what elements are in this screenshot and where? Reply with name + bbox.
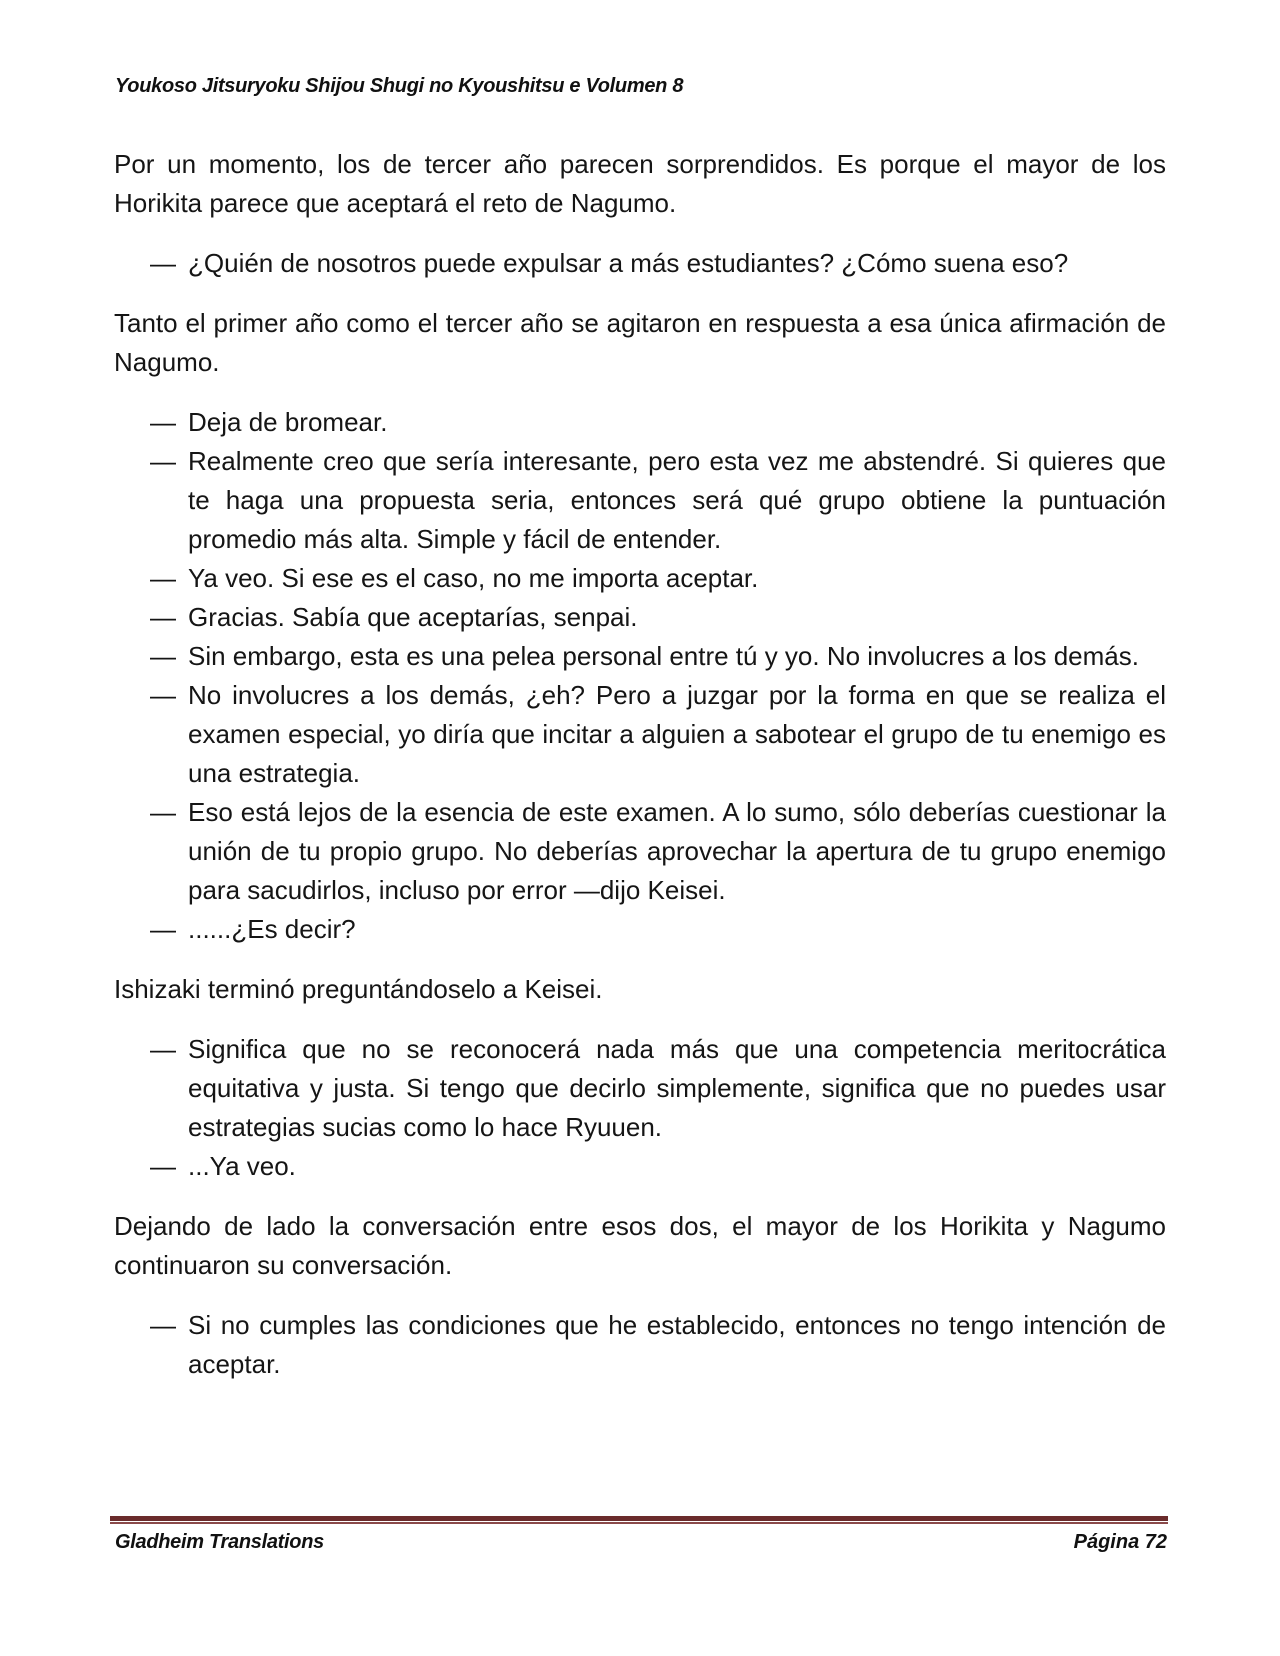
- em-dash-bullet: —: [150, 248, 176, 278]
- dialogue-block: [114, 244, 1166, 283]
- dialogue-block: [114, 1306, 1166, 1384]
- footer-translator-credit: Gladheim Translations: [115, 1531, 324, 1553]
- dialogue-text: Sin embargo, esta es una pelea personal entre tú y yo. No involucres a los demás.: [188, 641, 1139, 671]
- page-body: [114, 145, 1166, 1405]
- dialogue-text: Significa que no se reconocerá nada más que una competencia meritocrática equitativa y justa. Si tengo que decirlo simplemente, significa que no puedes usar estrategias sucias como lo hace Ryuuen.: [188, 1034, 1166, 1142]
- dialogue-text: No involucres a los demás, ¿eh? Pero a juzgar por la forma en que se realiza el examen especial, yo diría que incitar a alguien a sabotear el grupo de tu enemigo es una estrategia.: [188, 680, 1166, 788]
- dialogue-line: [114, 1147, 1166, 1186]
- em-dash-bullet: —: [150, 407, 176, 437]
- dialogue-text: Si no cumples las condiciones que he establecido, entonces no tengo intención de aceptar.: [188, 1310, 1166, 1379]
- em-dash-bullet: —: [150, 563, 176, 593]
- dialogue-text: Ya veo. Si ese es el caso, no me importa aceptar.: [188, 563, 759, 593]
- em-dash-bullet: —: [150, 797, 176, 827]
- em-dash-bullet: —: [150, 1151, 176, 1181]
- dialogue-line: [114, 403, 1166, 442]
- footer-page-number: Página 72: [1073, 1531, 1167, 1553]
- em-dash-bullet: —: [150, 680, 176, 710]
- page-header-title: Youkoso Jitsuryoku Shijou Shugi no Kyoushitsu e Volumen 8: [115, 75, 684, 97]
- em-dash-bullet: —: [150, 641, 176, 671]
- dialogue-line: [114, 793, 1166, 910]
- paragraph: Tanto el primer año como el tercer año se agitaron en respuesta a esa única afirmación de Nagumo.: [114, 308, 1166, 377]
- dialogue-text: ¿Quién de nosotros puede expulsar a más estudiantes? ¿Cómo suena eso?: [188, 248, 1069, 278]
- dialogue-line: [114, 637, 1166, 676]
- paragraph: Por un momento, los de tercer año parecen sorprendidos. Es porque el mayor de los Horikita parece que aceptará el reto de Nagumo.: [114, 149, 1166, 218]
- paragraph: Ishizaki terminó preguntándoselo a Keisei.: [114, 974, 603, 1004]
- dialogue-line: [114, 244, 1166, 283]
- dialogue-text: Eso está lejos de la esencia de este examen. A lo sumo, sólo deberías cuestionar la unión de tu propio grupo. No deberías aprovechar la apertura de tu grupo enemigo para sacudirlos, incluso por error —dijo Keisei.: [188, 797, 1166, 905]
- dialogue-block: [114, 1030, 1166, 1186]
- dialogue-text: ...Ya veo.: [188, 1151, 296, 1181]
- dialogue-block: [114, 403, 1166, 949]
- em-dash-bullet: —: [150, 446, 176, 476]
- dialogue-line: [114, 676, 1166, 793]
- em-dash-bullet: —: [150, 1034, 176, 1064]
- em-dash-bullet: —: [150, 1310, 176, 1340]
- dialogue-text: ......¿Es decir?: [188, 914, 356, 944]
- footer-divider: [110, 1516, 1168, 1525]
- dialogue-line: [114, 442, 1166, 559]
- dialogue-text: Deja de bromear.: [188, 407, 388, 437]
- paragraph: Dejando de lado la conversación entre esos dos, el mayor de los Horikita y Nagumo continuaron su conversación.: [114, 1211, 1166, 1280]
- dialogue-line: [114, 910, 1166, 949]
- dialogue-text: Realmente creo que sería interesante, pero esta vez me abstendré. Si quieres que te haga una propuesta seria, entonces será qué grupo obtiene la puntuación promedio más alta. Simple y fácil de entender.: [188, 446, 1166, 554]
- dialogue-line: [114, 559, 1166, 598]
- em-dash-bullet: —: [150, 602, 176, 632]
- dialogue-text: Gracias. Sabía que aceptarías, senpai.: [188, 602, 638, 632]
- dialogue-line: [114, 1306, 1166, 1384]
- footer-divider-thin: [110, 1522, 1168, 1524]
- dialogue-line: [114, 598, 1166, 637]
- em-dash-bullet: —: [150, 914, 176, 944]
- dialogue-line: [114, 1030, 1166, 1147]
